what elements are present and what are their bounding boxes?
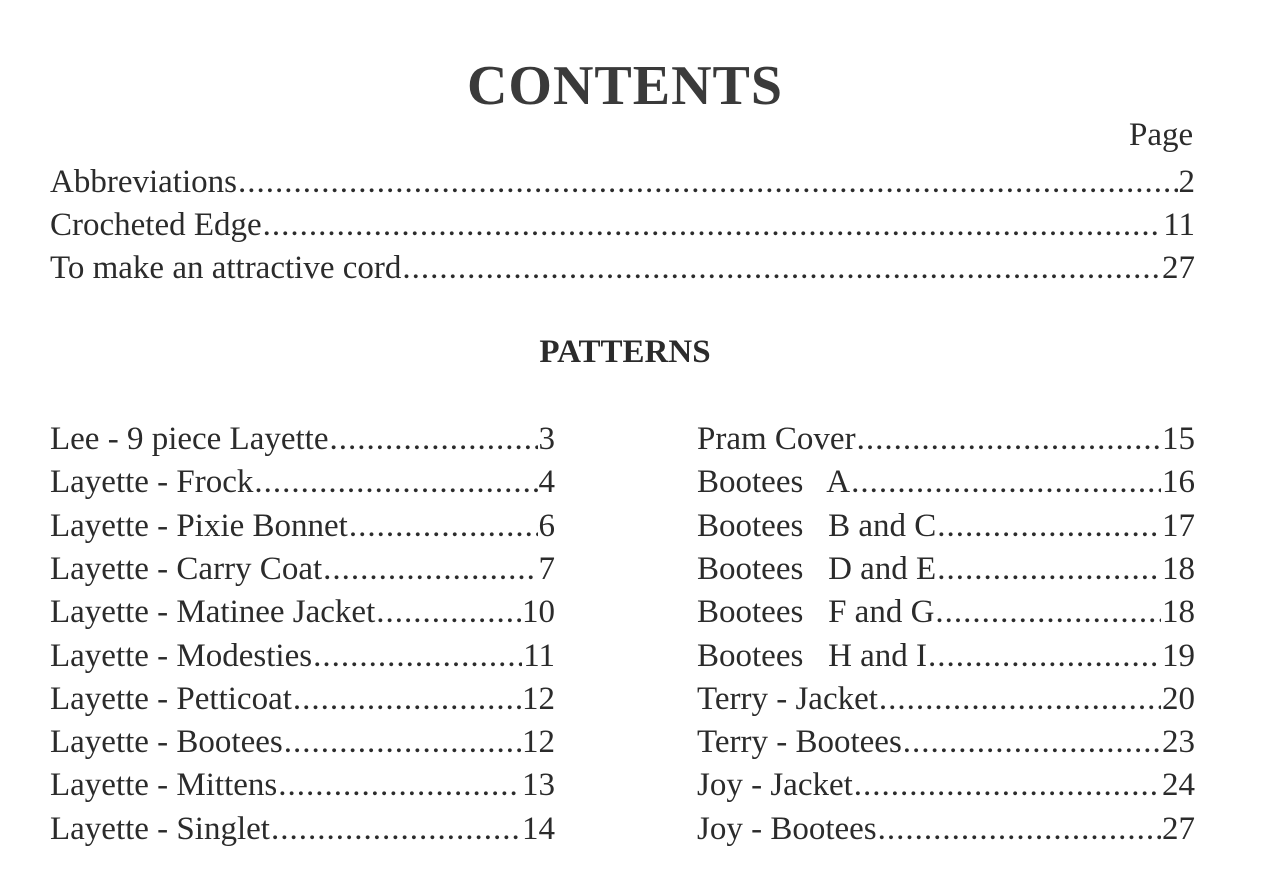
toc-entry-page: 10 (522, 594, 555, 631)
leader-dots (254, 462, 537, 502)
toc-entry-label: Terry - Bootees (697, 724, 902, 761)
leader-dots (323, 549, 537, 589)
toc-entry (50, 765, 555, 805)
toc-entry-page: 17 (1162, 507, 1195, 544)
toc-entry (697, 722, 1195, 762)
toc-entry-label: Layette - Matinee Jacket (50, 594, 376, 631)
toc-entry-label: Layette - Pixie Bonnet (50, 507, 348, 544)
toc-entry (697, 419, 1195, 459)
toc-entry-page: 11 (523, 637, 555, 674)
toc-entry (50, 162, 1195, 202)
toc-entry (50, 809, 555, 849)
toc-entry-label: Lee - 9 piece Layette (50, 421, 329, 457)
toc-entry-label: Pram Cover (697, 421, 856, 457)
toc-entry-label: Layette - Mittens (50, 767, 278, 804)
leader-dots (937, 506, 1161, 546)
toc-entry-page: 7 (538, 550, 555, 587)
leader-dots (313, 636, 522, 676)
toc-entry-page: 12 (522, 724, 555, 761)
toc-entry (697, 679, 1195, 719)
leader-dots (293, 679, 521, 719)
leader-dots (851, 462, 1161, 502)
toc-entry-label: Layette - Carry Coat (50, 550, 323, 587)
toc-entry-label: Bootees A (697, 464, 851, 501)
toc-entry-label: Layette - Bootees (50, 724, 283, 761)
toc-entry-page: 19 (1162, 637, 1195, 674)
toc-entry-label: Bootees F and G (697, 594, 935, 631)
leader-dots (937, 549, 1161, 589)
toc-entry-label: Crocheted Edge (50, 207, 262, 243)
leader-dots (854, 765, 1161, 805)
toc-entry (50, 722, 555, 762)
toc-entry-page: 23 (1162, 724, 1195, 761)
toc-entry-label: Bootees D and E (697, 550, 937, 587)
leader-dots (903, 722, 1161, 762)
toc-entry-page: 18 (1162, 550, 1195, 587)
toc-entry (697, 809, 1195, 849)
toc-entry-page: 27 (1162, 250, 1195, 286)
toc-entry-page: 24 (1162, 767, 1195, 804)
leader-dots (349, 506, 538, 546)
toc-entry-label: Joy - Bootees (697, 810, 877, 847)
toc-entry-label: Layette - Frock (50, 464, 254, 501)
leader-dots (278, 765, 521, 805)
toc-entry (50, 549, 555, 589)
toc-entry (697, 592, 1195, 632)
toc-entry-page: 2 (1178, 164, 1195, 200)
toc-entry-page: 27 (1162, 810, 1195, 847)
toc-entry-page: 11 (1163, 207, 1195, 243)
toc-entry (50, 462, 555, 502)
toc-entry-page: 20 (1162, 680, 1195, 717)
toc-entry-label: Bootees B and C (697, 507, 937, 544)
leader-dots (330, 419, 538, 459)
leader-dots (935, 592, 1161, 632)
leader-dots (402, 248, 1161, 288)
toc-entry-label: Terry - Jacket (697, 680, 878, 717)
toc-entry (697, 462, 1195, 502)
toc-entry-page: 3 (538, 421, 555, 457)
toc-entry-label: Layette - Singlet (50, 810, 270, 847)
patterns-heading: PATTERNS (539, 334, 711, 370)
leader-dots (878, 809, 1161, 849)
page-title: CONTENTS (466, 55, 784, 117)
leader-dots (284, 722, 521, 762)
toc-entry-label: Abbreviations (50, 164, 237, 200)
toc-entry-page: 12 (522, 680, 555, 717)
toc-entry-label: Bootees H and I (697, 637, 928, 674)
leader-dots (238, 162, 1178, 202)
toc-entry-page: 4 (538, 464, 555, 501)
toc-entry-label: To make an attractive cord (50, 250, 402, 286)
toc-entry (50, 679, 555, 719)
toc-entry (697, 636, 1195, 676)
toc-entry (50, 636, 555, 676)
toc-entry (697, 549, 1195, 589)
toc-entry-label: Layette - Petticoat (50, 680, 292, 717)
toc-entry-label: Joy - Jacket (697, 767, 853, 804)
toc-entry-page: 14 (522, 810, 555, 847)
leader-dots (857, 419, 1161, 459)
toc-entry-page: 6 (538, 507, 555, 544)
toc-entry (50, 419, 555, 459)
toc-entry-page: 18 (1162, 594, 1195, 631)
toc-entry (50, 506, 555, 546)
toc-entry-page: 16 (1162, 464, 1195, 501)
toc-entry (50, 592, 555, 632)
toc-entry-page: 13 (522, 767, 555, 804)
toc-entry (50, 205, 1195, 245)
page-column-label: Page (1129, 117, 1194, 153)
toc-entry (697, 765, 1195, 805)
leader-dots (879, 679, 1161, 719)
leader-dots (263, 205, 1163, 245)
leader-dots (928, 636, 1161, 676)
leader-dots (376, 592, 521, 632)
leader-dots (271, 809, 521, 849)
toc-entry-page: 15 (1162, 421, 1195, 457)
toc-entry (697, 506, 1195, 546)
toc-entry-label: Layette - Modesties (50, 637, 313, 674)
toc-entry (50, 248, 1195, 288)
